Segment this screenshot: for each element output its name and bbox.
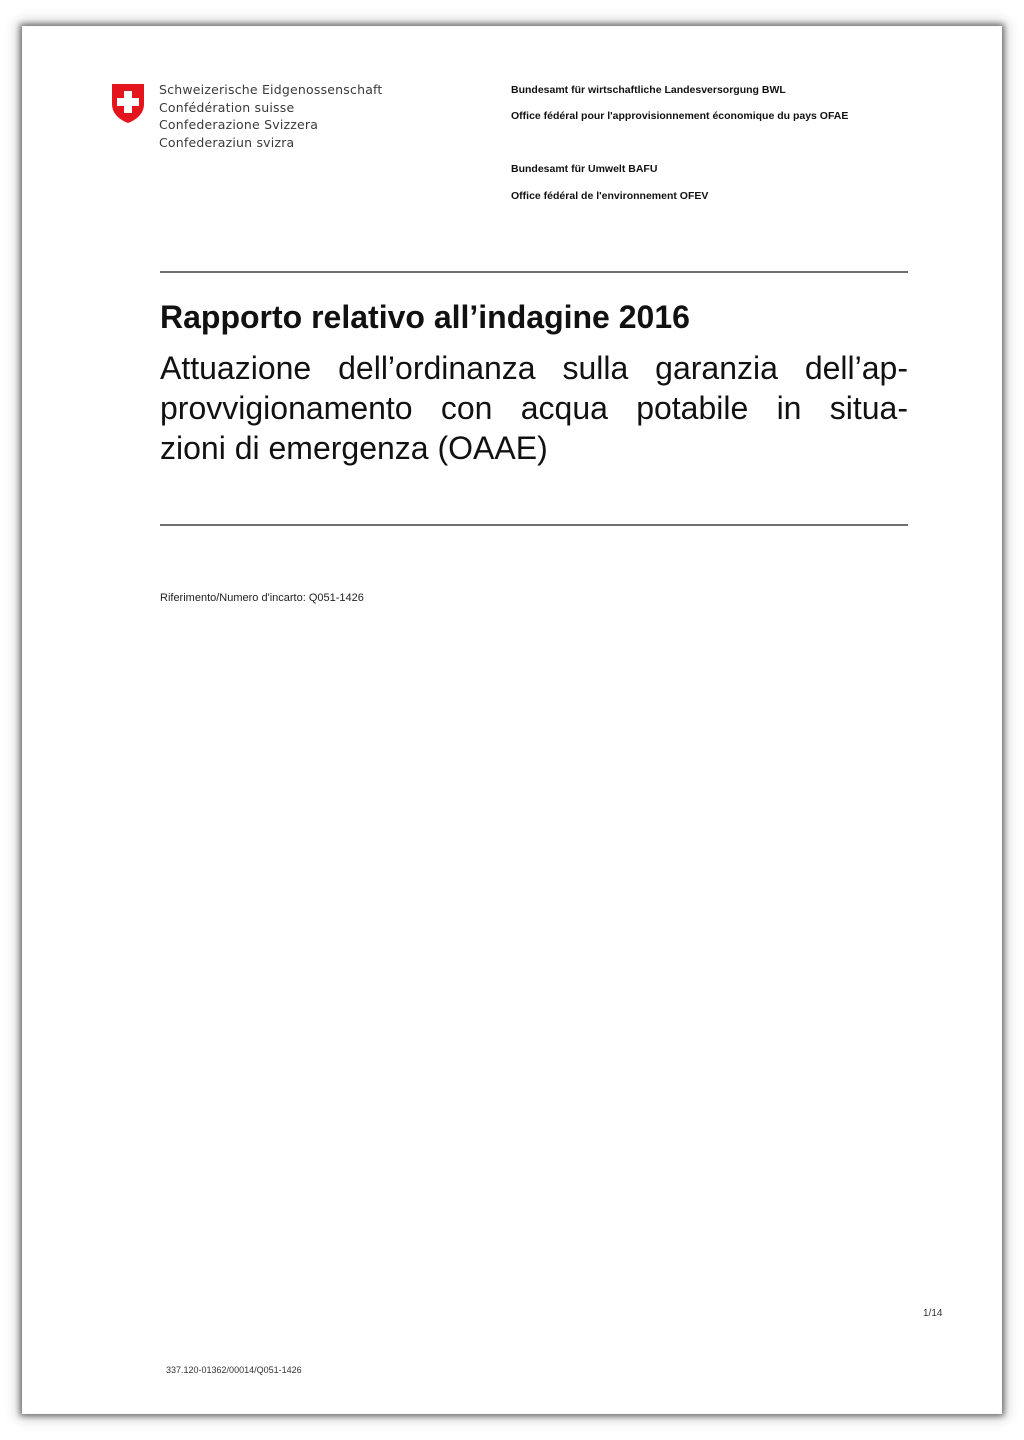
confederation-line-fr: Confédération suisse	[159, 99, 295, 115]
office-bafu: Bundesamt für Umwelt BAFU	[511, 163, 658, 175]
subtitle-line: zioni di emergenza (OAAE)	[160, 430, 548, 466]
document-number: 337.120-01362/00014/Q051-1426	[166, 1365, 302, 1375]
subtitle-line: Attuazione dell’ordinanza sulla garanzia dell’ap-	[160, 350, 908, 386]
confederation-line-it: Confederazione Svizzera	[159, 117, 319, 132]
confederation-line-de: Schweizerische Eidgenossenschaft	[159, 82, 383, 97]
office-ofev: Office fédéral de l'environnement OFEV	[511, 190, 709, 202]
confederation-logo	[110, 81, 410, 161]
page-number: 1/14	[923, 1308, 943, 1319]
office-ofae: Office fédéral pour l'approvisionnement économique du pays OFAE	[511, 110, 849, 122]
page-subtitle	[160, 348, 908, 468]
bottom-divider	[160, 524, 908, 526]
swiss-coat-of-arms-icon	[110, 82, 146, 124]
top-divider	[160, 271, 908, 273]
confederation-line-rm: Confederaziun svizra	[159, 134, 295, 150]
office-bwl: Bundesamt für wirtschaftliche Landesversorgung BWL	[511, 84, 786, 96]
subtitle-line: provvigionamento con acqua potabile in situa-	[160, 390, 908, 426]
document-page	[22, 26, 1002, 1414]
confederation-name-lines	[159, 81, 383, 151]
page-title: Rapporto relativo all’indagine 2016	[160, 299, 690, 335]
reference-number: Riferimento/Numero d'incarto: Q051-1426	[160, 592, 364, 604]
